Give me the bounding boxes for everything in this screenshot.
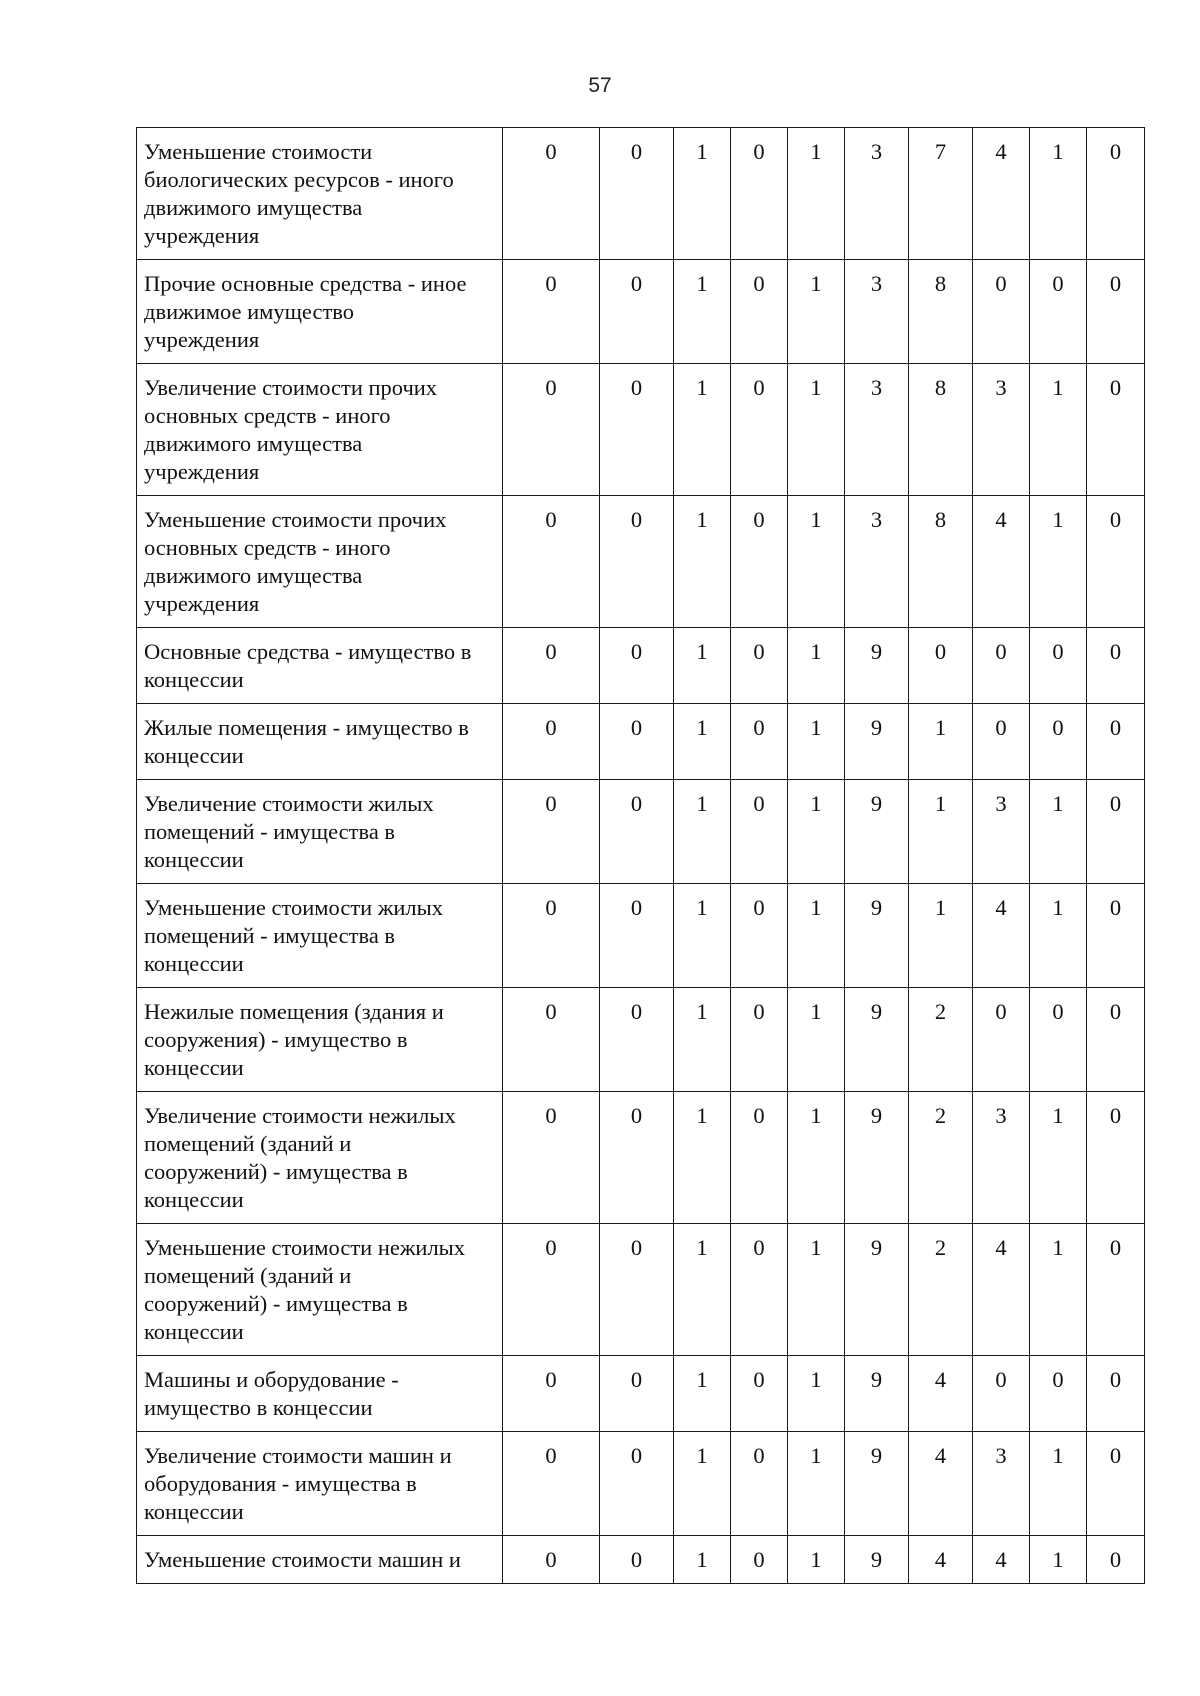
code-digit: 1 [674,628,731,704]
code-digit: 4 [973,496,1030,628]
code-digit: 0 [1087,496,1145,628]
code-digit: 0 [731,1224,788,1356]
code-digit: 0 [503,1536,600,1584]
table-body [137,128,1145,1584]
code-digit: 1 [788,1356,845,1432]
code-digit: 0 [503,1356,600,1432]
code-digit: 0 [503,1092,600,1224]
code-digit: 1 [1030,884,1087,988]
account-description: Уменьшение стоимости жилых помещений - имущества в концессии [137,884,503,988]
code-digit: 4 [973,884,1030,988]
code-digit: 0 [600,364,674,496]
page-number: 57 [588,74,612,97]
table-row [137,780,1145,884]
account-description: Уменьшение стоимости нежилых помещений (зданий и сооружений) - имущества в концессии [137,1224,503,1356]
code-digit: 0 [1087,884,1145,988]
code-digit: 0 [1087,128,1145,260]
account-description: Увеличение стоимости нежилых помещений (зданий и сооружений) - имущества в концессии [137,1092,503,1224]
code-digit: 1 [788,1432,845,1536]
code-digit: 0 [600,1536,674,1584]
table-row [137,1536,1145,1584]
code-digit: 1 [1030,1092,1087,1224]
table-row [137,128,1145,260]
code-digit: 0 [731,628,788,704]
code-digit: 0 [600,1432,674,1536]
code-digit: 4 [973,1536,1030,1584]
code-digit: 4 [973,128,1030,260]
code-digit: 0 [600,496,674,628]
code-digit: 0 [503,1224,600,1356]
account-description: Нежилые помещения (здания и сооружения) - имущество в концессии [137,988,503,1092]
code-digit: 1 [788,260,845,364]
code-digit: 4 [909,1536,973,1584]
code-digit: 1 [674,988,731,1092]
code-digit: 0 [1087,364,1145,496]
table-row [137,1356,1145,1432]
code-digit: 9 [845,1092,909,1224]
code-digit: 2 [909,988,973,1092]
code-digit: 2 [909,1092,973,1224]
code-digit: 7 [909,128,973,260]
code-digit: 4 [909,1356,973,1432]
code-digit: 3 [973,364,1030,496]
code-digit: 0 [503,364,600,496]
code-digit: 0 [503,988,600,1092]
code-digit: 0 [731,1356,788,1432]
code-digit: 3 [845,364,909,496]
code-digit: 1 [1030,780,1087,884]
code-digit: 1 [788,704,845,780]
code-digit: 0 [503,704,600,780]
code-digit: 1 [909,704,973,780]
code-digit: 0 [731,1536,788,1584]
code-digit: 0 [1087,1432,1145,1536]
code-digit: 1 [674,128,731,260]
code-digit: 0 [731,704,788,780]
code-digit: 0 [503,780,600,884]
account-description: Уменьшение стоимости биологических ресурсов - иного движимого имущества учреждения [137,128,503,260]
code-digit: 0 [600,780,674,884]
table-row [137,628,1145,704]
code-digit: 1 [674,260,731,364]
code-digit: 0 [731,260,788,364]
table-row [137,260,1145,364]
code-digit: 1 [909,780,973,884]
table-row [137,1432,1145,1536]
code-digit: 0 [1087,780,1145,884]
account-description: Машины и оборудование - имущество в концессии [137,1356,503,1432]
code-digit: 0 [600,628,674,704]
code-digit: 0 [731,364,788,496]
code-digit: 1 [1030,1432,1087,1536]
code-digit: 2 [909,1224,973,1356]
code-digit: 9 [845,1536,909,1584]
code-digit: 1 [674,364,731,496]
account-description: Увеличение стоимости жилых помещений - имущества в концессии [137,780,503,884]
code-digit: 3 [845,128,909,260]
code-digit: 1 [674,496,731,628]
code-digit: 1 [788,1224,845,1356]
code-digit: 1 [674,1536,731,1584]
code-digit: 1 [909,884,973,988]
code-digit: 0 [973,1356,1030,1432]
account-description: Основные средства - имущество в концессии [137,628,503,704]
code-digit: 0 [731,128,788,260]
code-digit: 1 [674,704,731,780]
code-digit: 4 [909,1432,973,1536]
code-digit: 3 [845,260,909,364]
account-description: Уменьшение стоимости машин и [137,1536,503,1584]
code-digit: 0 [600,1092,674,1224]
code-digit: 0 [1087,988,1145,1092]
code-digit: 0 [731,496,788,628]
code-digit: 0 [1087,1356,1145,1432]
code-digit: 1 [674,1224,731,1356]
code-digit: 1 [788,780,845,884]
code-digit: 9 [845,780,909,884]
code-digit: 1 [1030,128,1087,260]
code-digit: 0 [973,988,1030,1092]
code-digit: 0 [973,704,1030,780]
code-digit: 1 [788,884,845,988]
code-digit: 1 [788,1092,845,1224]
code-digit: 3 [845,496,909,628]
code-digit: 9 [845,1432,909,1536]
code-digit: 0 [731,884,788,988]
code-digit: 0 [503,628,600,704]
code-digit: 0 [503,884,600,988]
code-digit: 1 [674,1092,731,1224]
table-row [137,364,1145,496]
code-digit: 0 [1030,988,1087,1092]
code-digit: 0 [1030,260,1087,364]
code-digit: 3 [973,1092,1030,1224]
code-digit: 1 [788,988,845,1092]
code-digit: 0 [1087,628,1145,704]
code-digit: 0 [1030,1356,1087,1432]
code-digit: 0 [1087,1092,1145,1224]
code-digit: 0 [1030,628,1087,704]
code-digit: 9 [845,988,909,1092]
account-description: Прочие основные средства - иное движимое имущество учреждения [137,260,503,364]
code-digit: 0 [973,260,1030,364]
code-digit: 4 [973,1224,1030,1356]
code-digit: 1 [788,628,845,704]
table-row [137,496,1145,628]
code-digit: 1 [1030,1224,1087,1356]
code-digit: 0 [731,780,788,884]
code-digit: 0 [1030,704,1087,780]
code-digit: 9 [845,704,909,780]
table-row [137,1224,1145,1356]
code-digit: 0 [1087,704,1145,780]
code-digit: 9 [845,628,909,704]
table-row [137,1092,1145,1224]
code-digit: 0 [731,1092,788,1224]
code-digit: 9 [845,1224,909,1356]
code-digit: 0 [600,1224,674,1356]
code-digit: 3 [973,1432,1030,1536]
code-digit: 9 [845,1356,909,1432]
code-digit: 0 [973,628,1030,704]
code-digit: 0 [731,1432,788,1536]
account-codes-table [136,127,1145,1584]
account-description: Увеличение стоимости прочих основных средств - иного движимого имущества учреждения [137,364,503,496]
code-digit: 3 [973,780,1030,884]
code-digit: 0 [731,988,788,1092]
account-description: Увеличение стоимости машин и оборудования - имущества в концессии [137,1432,503,1536]
code-digit: 8 [909,364,973,496]
code-digit: 0 [600,260,674,364]
code-digit: 1 [788,496,845,628]
code-digit: 8 [909,260,973,364]
table-row [137,884,1145,988]
code-digit: 1 [674,1356,731,1432]
code-digit: 1 [674,780,731,884]
code-digit: 0 [1087,1224,1145,1356]
code-digit: 0 [600,884,674,988]
account-description: Уменьшение стоимости прочих основных средств - иного движимого имущества учреждения [137,496,503,628]
table-row [137,988,1145,1092]
code-digit: 0 [1087,260,1145,364]
code-digit: 0 [600,1356,674,1432]
account-description: Жилые помещения - имущество в концессии [137,704,503,780]
code-digit: 1 [1030,364,1087,496]
code-digit: 9 [845,884,909,988]
code-digit: 0 [503,496,600,628]
code-digit: 1 [674,884,731,988]
code-digit: 1 [788,128,845,260]
code-digit: 0 [503,128,600,260]
code-digit: 0 [600,128,674,260]
code-digit: 1 [1030,496,1087,628]
code-digit: 1 [788,1536,845,1584]
code-digit: 0 [503,1432,600,1536]
code-digit: 1 [788,364,845,496]
code-digit: 1 [674,1432,731,1536]
code-digit: 0 [600,704,674,780]
code-digit: 0 [503,260,600,364]
table-row [137,704,1145,780]
code-digit: 1 [1030,1536,1087,1584]
code-digit: 8 [909,496,973,628]
code-digit: 0 [600,988,674,1092]
code-digit: 0 [1087,1536,1145,1584]
code-digit: 0 [909,628,973,704]
